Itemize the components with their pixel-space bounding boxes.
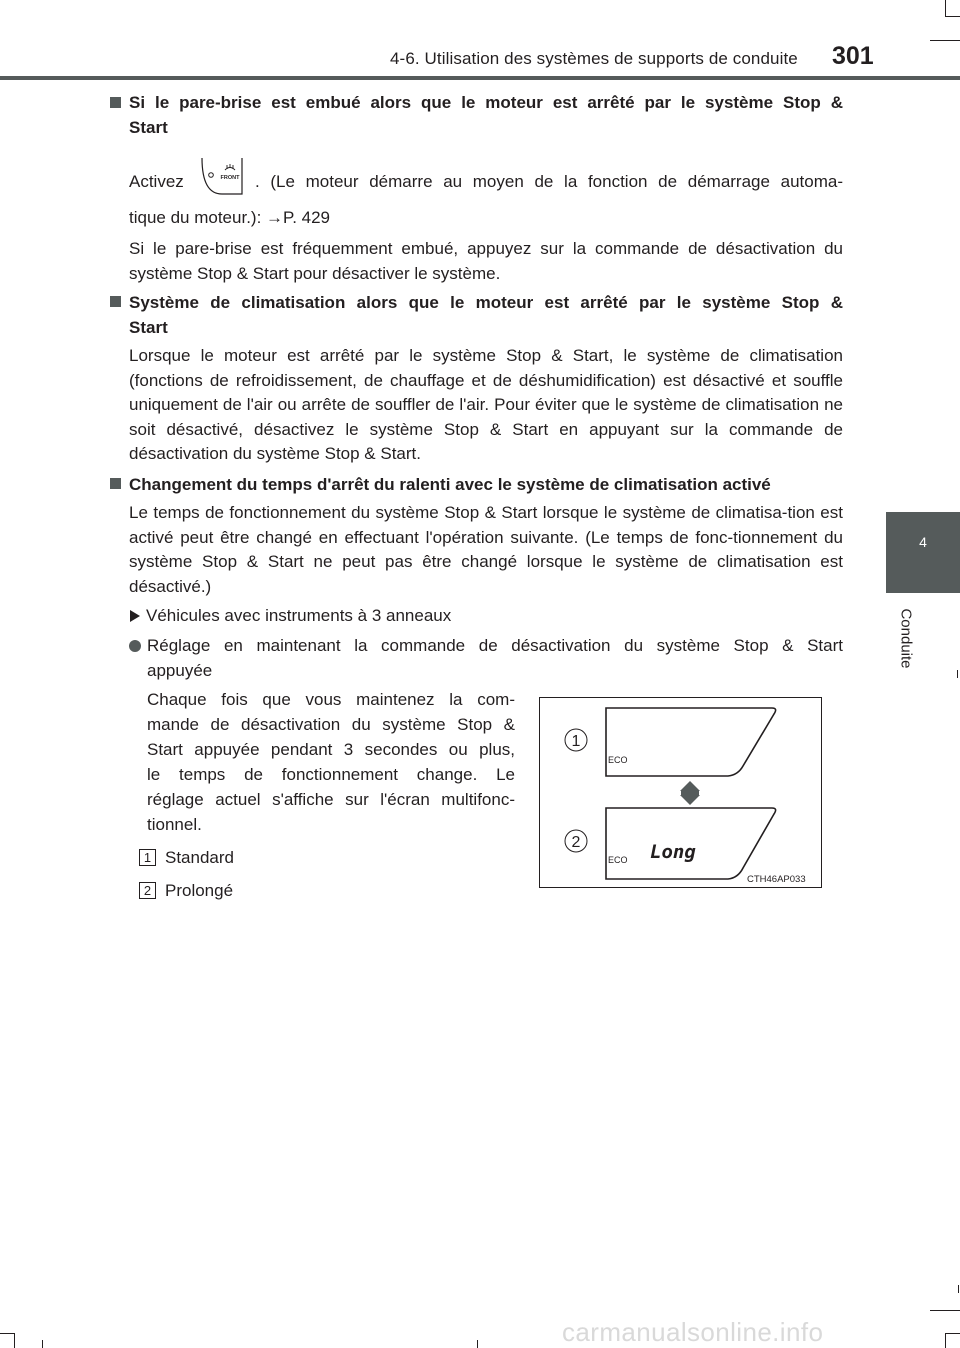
section-body: Si le pare-brise est fréquemment embué, appuyez sur la commande de désactivation du système Stop & Start pour désactiver le système. <box>129 239 843 283</box>
crop-mark <box>945 0 946 16</box>
bullet-dot-icon <box>129 640 141 652</box>
reference-arrow: → <box>266 208 284 227</box>
section-heading: Si le pare-brise est embué alors que le moteur est arrêté par le système Stop & <box>129 93 843 112</box>
display-illustration <box>539 697 822 888</box>
crop-mark <box>0 1333 14 1334</box>
front-defroster-button-icon <box>200 156 244 196</box>
section-body: Lorsque le moteur est arrêté par le système Stop & Start, le système de climatisation (fonctions de refroidissement, de chauffage et de déshumidification) est désactivé et souffle uniquement de l'air ou arrête de souffler de l'air. Pour éviter que le système de climatisation ne soit désactivé, désactivez le système Stop & Start en appuyant sur la commande de désactivation du système Stop & Start. <box>129 346 843 463</box>
watermark: carmanualsonline.info <box>562 1317 824 1347</box>
chapter-label: Conduite <box>897 608 915 669</box>
arrow-up-icon <box>680 781 700 791</box>
callout-2: 2 <box>571 834 581 851</box>
section-body: Le temps de fonctionnement du système Stop & Start lorsque le système de climatisa-tion est activé peut être changé en effectuant l'opération suivante. (Le temps de fonc-tionnement du système Stop & Start ne peut pas être changé lorsque le système de climatisation est désactivé.) <box>129 503 843 596</box>
crop-mark <box>930 1310 960 1311</box>
eco-label: ECO <box>608 755 628 765</box>
crop-mark <box>14 1333 15 1348</box>
callout-1: 1 <box>571 733 581 750</box>
heading-square-icon <box>110 478 121 489</box>
chapter-number: 4 <box>919 534 927 550</box>
front-label: FRONT <box>220 175 240 181</box>
item-number: 1 <box>139 849 156 866</box>
page-reference[interactable]: P. 429 <box>283 208 331 227</box>
eco-label: ECO <box>608 855 628 865</box>
figure-code: CTH46AP033 <box>747 874 806 885</box>
long-segment-display: Long <box>650 841 696 863</box>
crop-mark <box>945 1333 960 1334</box>
crop-mark <box>945 16 960 17</box>
item-number: 2 <box>139 882 156 899</box>
activate-text-cont: tique du moteur.): →P. 429 <box>129 208 331 227</box>
item-label: Prolongé <box>165 881 234 900</box>
vehicle-type-arrow-icon <box>130 610 140 622</box>
vehicle-type: Véhicules avec instruments à 3 anneaux <box>146 606 452 625</box>
heading-square-icon <box>110 97 121 108</box>
header-rule <box>0 76 960 80</box>
section-title: 4-6. Utilisation des systèmes de supports de conduite <box>390 49 798 68</box>
bullet-title: Réglage en maintenant la commande de désactivation du système Stop & Start <box>147 636 843 655</box>
crop-mark <box>945 1333 946 1348</box>
crop-mark <box>958 1285 959 1293</box>
display-standard <box>606 708 776 776</box>
section-heading: Changement du temps d'arrêt du ralenti avec le système de climatisation activé <box>129 475 771 494</box>
crop-mark <box>42 1340 43 1348</box>
bullet-title-cont: appuyée <box>147 661 213 680</box>
arrow-down-icon <box>680 795 700 805</box>
heading-square-icon <box>110 296 121 307</box>
section-heading: Système de climatisation alors que le moteur est arrêté par le système Stop & <box>129 293 843 312</box>
chapter-tab <box>886 512 960 593</box>
activate-prefix: Activez <box>129 172 184 191</box>
activate-text: . (Le moteur démarre au moyen de la fonction de démarrage automa- <box>255 172 843 191</box>
section-heading-cont: Start <box>129 318 168 337</box>
crop-mark <box>477 1340 478 1348</box>
crop-mark <box>930 40 960 41</box>
item-label: Standard <box>165 848 234 867</box>
section-heading-cont: Start <box>129 118 168 137</box>
page-number: 301 <box>832 42 874 70</box>
crop-mark <box>957 670 958 678</box>
